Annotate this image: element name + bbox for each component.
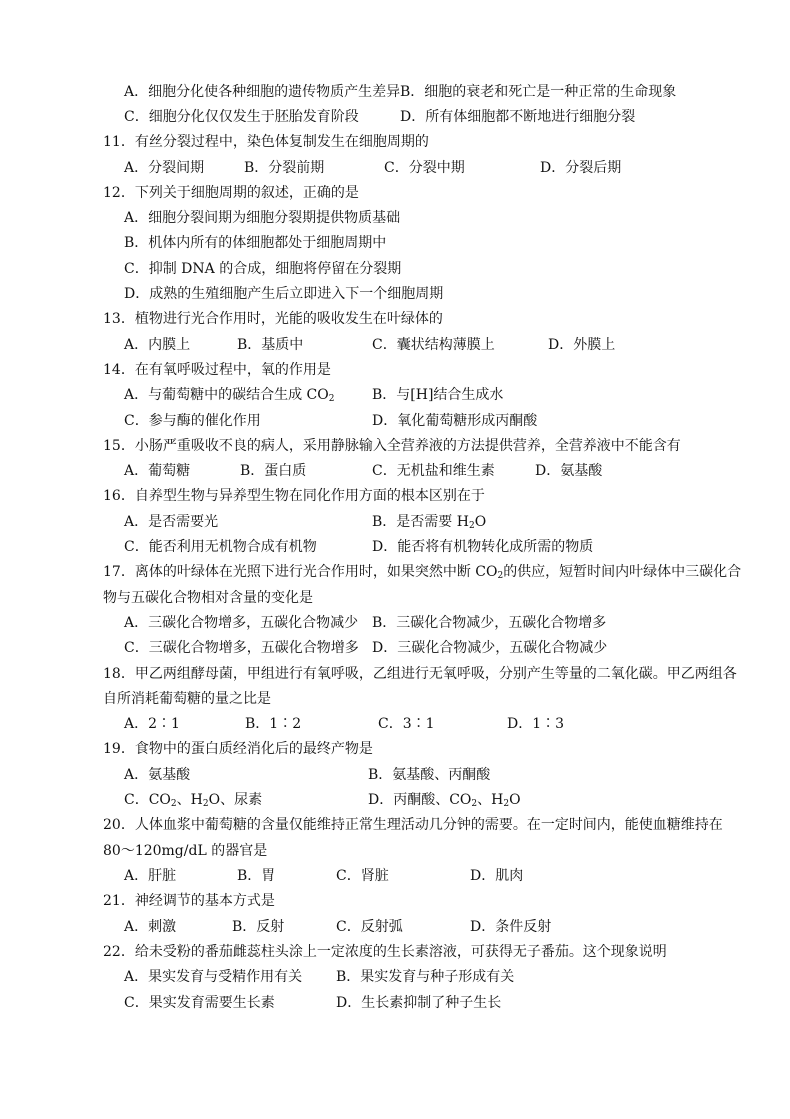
q16-option-d: D．能否将有机物转化成所需的物质 <box>372 539 594 555</box>
q12-option-d: D．成熟的生殖细胞产生后立即进入下一个细胞周期 <box>124 286 444 302</box>
q21-option-a: A．刺激 <box>124 919 177 935</box>
q13-option-d: D．外膜上 <box>548 337 616 353</box>
q18-option-c: C．3∶1 <box>378 716 435 732</box>
q19-option-c: C．$CO_2$、$H_2O$、尿素 <box>124 792 263 809</box>
q17-option-b: B．三碳化合物减少，五碳化合物增多 <box>372 615 607 631</box>
q11-option-a: A．分裂间期 <box>124 160 205 176</box>
q13-stem: 13．植物进行光合作用时，光能的吸收发生在叶绿体的 <box>103 311 443 327</box>
q14-option-a: A．与葡萄糖中的碳结合生成 $CO_2$ <box>124 387 335 404</box>
q16-stem: 16．自养型生物与异养型生物在同化作用方面的根本区别在于 <box>103 488 485 504</box>
q17-option-c: C．三碳化合物增多，五碳化合物增多 <box>124 640 359 656</box>
q20-option-c: C．肾脏 <box>336 868 389 884</box>
q12-option-b: B．机体内所有的体细胞都处于细胞周期中 <box>124 235 387 251</box>
q13-option-b: B．基质中 <box>237 337 304 353</box>
q17-stem: 17．离体的叶绿体在光照下进行光合作用时，如果突然中断 $CO_2$的供应，短暂时间内叶绿体中三碳化合 <box>103 564 742 581</box>
q15-option-d: D．氨基酸 <box>535 463 603 479</box>
q18-stem: 18．甲乙两组酵母菌，甲组进行有氧呼吸，乙组进行无氧呼吸，分别产生等量的二氧化碳。甲乙两组各 <box>103 666 737 682</box>
q21-stem: 21．神经调节的基本方式是 <box>103 893 275 909</box>
q16-option-c: C．能否利用无机物合成有机物 <box>124 539 317 555</box>
q18-option-d: D．1∶3 <box>507 716 565 732</box>
q19-stem: 19．食物中的蛋白质经消化后的最终产物是 <box>103 741 373 757</box>
q12-option-a: A．细胞分裂间期为细胞分裂期提供物质基础 <box>124 210 401 226</box>
q11-option-c: C．分裂中期 <box>384 160 465 176</box>
q20-stem: 20．人体血浆中葡萄糖的含量仅能维持正常生理活动几分钟的需要。在一定时间内，能使血糖维持在 <box>103 817 723 833</box>
q14-option-b: B．与[H]结合生成水 <box>372 387 504 403</box>
q18-option-a: A．2∶1 <box>124 716 180 732</box>
q20-option-d: D．肌肉 <box>470 868 524 884</box>
q15-option-c: C．无机盐和维生素 <box>372 463 495 479</box>
q14-option-d: D．氧化葡萄糖形成丙酮酸 <box>372 413 538 429</box>
q10-option-c: C．细胞分化仅仅发生于胚胎发育阶段 <box>124 109 359 125</box>
q10-option-d: D．所有体细胞都不断地进行细胞分裂 <box>400 109 636 125</box>
q12-stem: 12．下列关于细胞周期的叙述，正确的是 <box>103 185 359 201</box>
q12-option-c: C．抑制 DNA 的合成，细胞将停留在分裂期 <box>124 261 402 277</box>
q22-option-d: D．生长素抑制了种子生长 <box>336 995 502 1011</box>
q19-option-d: D．丙酮酸、$CO_2$、$H_2O$ <box>368 792 521 809</box>
q11-stem: 11．有丝分裂过程中，染色体复制发生在细胞周期的 <box>103 134 429 150</box>
q10-option-a: A．细胞分化使各种细胞的遗传物质产生差异 <box>124 84 401 100</box>
q22-option-c: C．果实发育需要生长素 <box>124 995 275 1011</box>
q14-stem: 14．在有氧呼吸过程中，氧的作用是 <box>103 362 331 378</box>
q15-stem: 15．小肠严重吸收不良的病人，采用静脉输入全营养液的方法提供营养，全营养液中不能含有 <box>103 438 681 454</box>
q22-option-a: A．果实发育与受精作用有关 <box>124 969 303 985</box>
q15-option-b: B．蛋白质 <box>240 463 307 479</box>
q13-option-a: A．内膜上 <box>124 337 191 353</box>
q19-option-a: A．氨基酸 <box>124 767 191 783</box>
q13-option-c: C．囊状结构薄膜上 <box>372 337 495 353</box>
q21-option-c: C．反射弧 <box>336 919 403 935</box>
q16-option-a: A．是否需要光 <box>124 514 219 530</box>
q11-option-b: B．分裂前期 <box>244 160 325 176</box>
q16-option-b: B．是否需要 $H_2O$ <box>372 514 487 531</box>
q15-option-a: A．葡萄糖 <box>124 463 191 479</box>
q17-option-a: A．三碳化合物增多，五碳化合物减少 <box>124 615 359 631</box>
q11-option-d: D．分裂后期 <box>540 160 622 176</box>
q20-option-b: B．胃 <box>237 868 276 884</box>
q18-option-b: B．1∶2 <box>245 716 302 732</box>
q17-option-d: D．三碳化合物减少，五碳化合物减少 <box>372 640 608 656</box>
q22-option-b: B．果实发育与种子形成有关 <box>336 969 515 985</box>
q14-option-c: C．参与酶的催化作用 <box>124 413 261 429</box>
q19-option-b: B．氨基酸、丙酮酸 <box>368 767 491 783</box>
q18-stem-continued: 自所消耗葡萄糖的量之比是 <box>103 691 271 707</box>
q20-option-a: A．肝脏 <box>124 868 177 884</box>
q22-stem: 22．给未受粉的番茄雌蕊柱头涂上一定浓度的生长素溶液，可获得无子番茄。这个现象说明 <box>103 944 667 960</box>
q10-option-b: B．细胞的衰老和死亡是一种正常的生命现象 <box>400 84 677 100</box>
q20-stem-continued: 80～120mg/dL 的器官是 <box>103 843 268 859</box>
q21-option-d: D．条件反射 <box>470 919 552 935</box>
q21-option-b: B．反射 <box>232 919 285 935</box>
q17-stem-continued: 物与五碳化合物相对含量的变化是 <box>103 590 313 606</box>
